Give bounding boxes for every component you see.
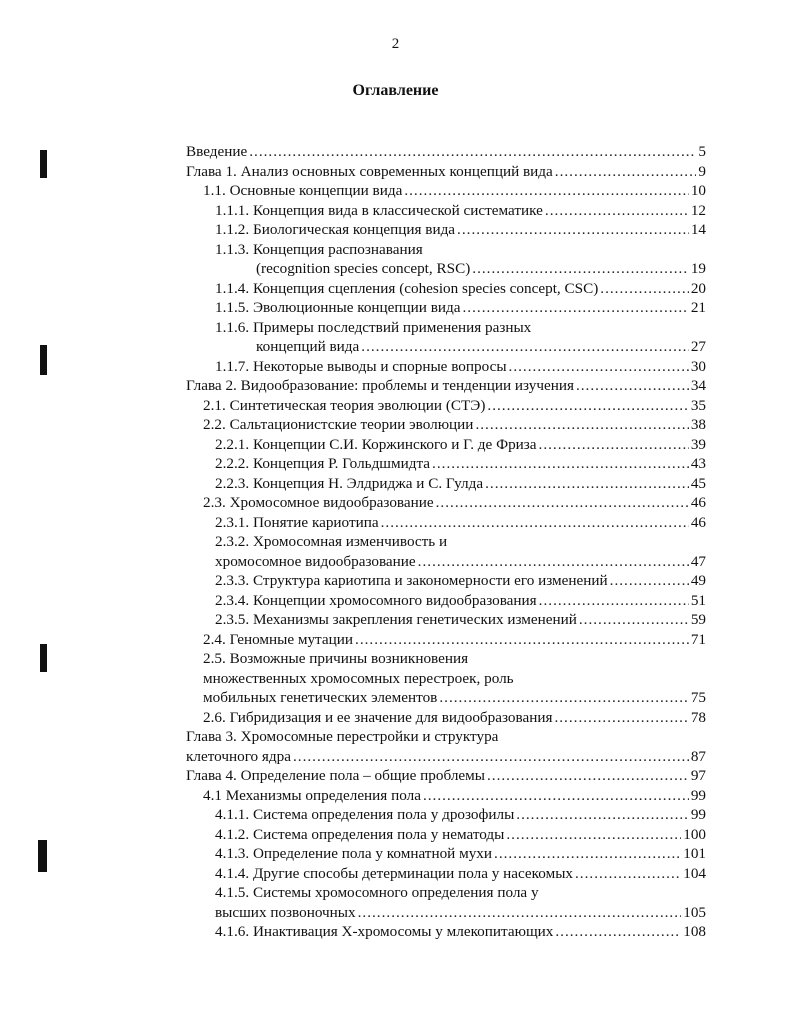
toc-leader-dots bbox=[509, 357, 689, 377]
toc-entry-page: 5 bbox=[698, 143, 706, 160]
toc-entry-title: хромосомное видообразование bbox=[215, 552, 416, 570]
toc-entry-page: 14 bbox=[690, 221, 706, 238]
toc-entry-title: 1.1.5. Эволюционные концепции вида bbox=[215, 299, 461, 316]
page-number: 2 bbox=[391, 36, 400, 52]
toc-entry-page: 39 bbox=[690, 435, 706, 453]
toc-entry[interactable] bbox=[186, 162, 706, 182]
binding-mark-2 bbox=[40, 345, 47, 375]
toc-entry-title: (recognition species concept, RSC) bbox=[256, 260, 471, 277]
toc-entry[interactable] bbox=[186, 532, 706, 552]
toc-entry[interactable] bbox=[186, 513, 706, 533]
toc-leader-dots bbox=[579, 610, 689, 630]
toc-leader-dots bbox=[432, 454, 689, 474]
toc-entry-title: 2.4. Геномные мутации bbox=[203, 630, 354, 648]
toc-entry-title: 2.3.3. Структура кариотипа и закономерности его изменений bbox=[215, 572, 608, 589]
toc-entry-title: 2.3.4. Концепции хромосомного видообразования bbox=[215, 591, 537, 609]
toc-entry[interactable] bbox=[186, 903, 706, 923]
toc-entry-page: 71 bbox=[690, 630, 706, 648]
toc-leader-dots bbox=[506, 825, 681, 845]
toc-entry-title: множественных хромосомных перестроек, роль bbox=[203, 669, 514, 687]
toc-entry-page: 30 bbox=[690, 357, 706, 375]
toc-leader-dots bbox=[472, 259, 689, 279]
toc-leader-dots bbox=[423, 786, 689, 806]
toc-leader-dots bbox=[610, 571, 689, 591]
toc-entry[interactable] bbox=[186, 337, 706, 357]
toc-entry[interactable] bbox=[186, 181, 706, 201]
toc-entry-title: 2.6. Гибридизация и ее значение для видообразования bbox=[203, 708, 553, 726]
toc-leader-dots bbox=[381, 513, 689, 533]
toc-entry[interactable] bbox=[186, 844, 706, 864]
toc-leader-dots bbox=[439, 688, 688, 708]
toc-entry[interactable] bbox=[186, 493, 706, 513]
toc-entry-page: 45 bbox=[690, 474, 706, 492]
toc-entry[interactable] bbox=[186, 454, 706, 474]
toc-leader-dots bbox=[475, 415, 688, 435]
toc-leader-dots bbox=[600, 279, 689, 299]
toc-leader-dots bbox=[554, 708, 688, 728]
toc-entry-page: 9 bbox=[698, 162, 706, 180]
toc-leader-dots bbox=[575, 864, 681, 884]
toc-entry-page: 100 bbox=[683, 825, 706, 843]
toc-entry[interactable] bbox=[186, 298, 706, 318]
toc-entry-title: 4.1 Механизмы определения пола bbox=[203, 786, 421, 804]
toc-entry-title: 4.1.4. Другие способы детерминации пола у насекомых bbox=[215, 864, 573, 882]
toc-entry-title: Глава 2. Видообразование: проблемы и тенденции изучения bbox=[186, 377, 574, 394]
toc-entry-title: 1.1.3. Концепция распознавания bbox=[215, 240, 423, 258]
toc-entry-page: 99 bbox=[690, 806, 706, 823]
toc-entry-title: 1.1.1. Концепция вида в классической систематике bbox=[215, 201, 543, 219]
toc-entry-title: 4.1.2. Система определения пола у нематоды bbox=[215, 825, 505, 843]
toc-entry-page: 34 bbox=[690, 377, 706, 394]
toc-entry[interactable] bbox=[186, 571, 706, 591]
toc-entry-page: 10 bbox=[690, 182, 706, 199]
toc-entry-title: 1.1. Основные концепции вида bbox=[203, 182, 403, 199]
toc-entry-title: мобильных генетических элементов bbox=[203, 689, 438, 706]
toc-entry[interactable] bbox=[186, 922, 706, 942]
toc-entry[interactable] bbox=[186, 318, 706, 338]
toc-entry-title: 2.3. Хромосомное видообразование bbox=[203, 494, 434, 511]
toc-entry[interactable] bbox=[186, 357, 706, 377]
toc-leader-dots bbox=[485, 474, 689, 494]
toc-leader-dots bbox=[355, 630, 689, 650]
toc-entry[interactable] bbox=[186, 688, 706, 708]
toc-entry-title: 2.2.1. Концепции С.И. Коржинского и Г. де Фриза bbox=[215, 435, 537, 453]
toc-entry-page: 75 bbox=[690, 689, 706, 706]
toc-entry-title: 2.2. Сальтационистские теории эволюции bbox=[203, 416, 474, 433]
toc-entry[interactable] bbox=[186, 727, 706, 747]
toc-entry-page: 99 bbox=[690, 786, 706, 804]
toc-entry-page: 47 bbox=[690, 552, 706, 570]
toc-leader-dots bbox=[249, 142, 696, 162]
toc-leader-dots bbox=[516, 805, 689, 825]
toc-leader-dots bbox=[358, 903, 682, 923]
toc-entry[interactable] bbox=[186, 240, 706, 260]
toc-entry-page: 108 bbox=[683, 923, 706, 940]
toc-entry-title: 1.1.4. Концепция сцепления (cohesion species concept, CSC) bbox=[215, 279, 599, 297]
binding-mark-4 bbox=[38, 840, 47, 872]
toc-entry-page: 35 bbox=[690, 396, 706, 414]
toc-entry[interactable] bbox=[186, 649, 706, 669]
toc-leader-dots bbox=[487, 766, 689, 786]
page-title: Оглавление bbox=[352, 82, 439, 99]
toc-entry-page: 20 bbox=[690, 279, 706, 297]
toc-entry-page: 46 bbox=[690, 494, 706, 511]
toc-entry[interactable] bbox=[186, 708, 706, 728]
toc-entry[interactable] bbox=[186, 805, 706, 825]
toc-entry[interactable] bbox=[186, 591, 706, 611]
toc-entry[interactable] bbox=[186, 766, 706, 786]
toc-entry[interactable] bbox=[186, 864, 706, 884]
toc-entry-page: 46 bbox=[690, 513, 706, 531]
table-of-contents bbox=[186, 142, 706, 942]
toc-leader-dots bbox=[436, 493, 689, 513]
toc-entry-page: 87 bbox=[690, 747, 706, 765]
toc-entry-page: 21 bbox=[690, 299, 706, 316]
toc-leader-dots bbox=[576, 376, 689, 396]
toc-leader-dots bbox=[404, 181, 688, 201]
toc-entry-title: 2.3.1. Понятие кариотипа bbox=[215, 513, 379, 531]
toc-leader-dots bbox=[539, 591, 689, 611]
toc-entry-title: 4.1.3. Определение пола у комнатной мухи bbox=[215, 845, 493, 862]
toc-entry[interactable] bbox=[186, 435, 706, 455]
toc-entry-page: 19 bbox=[690, 260, 706, 277]
toc-entry[interactable] bbox=[186, 259, 706, 279]
toc-entry[interactable] bbox=[186, 474, 706, 494]
toc-entry[interactable] bbox=[186, 883, 706, 903]
toc-entry-title: 1.1.7. Некоторые выводы и спорные вопросы bbox=[215, 357, 507, 375]
toc-leader-dots bbox=[555, 162, 697, 182]
toc-entry[interactable] bbox=[186, 142, 706, 162]
toc-entry-title: клеточного ядра bbox=[186, 747, 291, 765]
toc-entry[interactable] bbox=[186, 279, 706, 299]
toc-leader-dots bbox=[545, 201, 689, 221]
toc-entry[interactable] bbox=[186, 610, 706, 630]
toc-entry-page: 59 bbox=[690, 611, 706, 628]
toc-leader-dots bbox=[494, 844, 681, 864]
toc-entry-title: 2.1. Синтетическая теория эволюции (СТЭ) bbox=[203, 396, 486, 414]
toc-entry[interactable] bbox=[186, 415, 706, 435]
toc-entry-title: 1.1.2. Биологическая концепция вида bbox=[215, 221, 456, 238]
toc-entry-title: 4.1.1. Система определения пола у дрозофилы bbox=[215, 806, 515, 823]
toc-entry-title: 2.2.2. Концепция Р. Гольдшмидта bbox=[215, 455, 431, 472]
toc-entry-title: Глава 4. Определение пола – общие проблемы bbox=[186, 767, 485, 784]
toc-entry-title: Глава 3. Хромосомные перестройки и структура bbox=[186, 728, 499, 745]
toc-leader-dots bbox=[539, 435, 689, 455]
toc-entry-title: 1.1.6. Примеры последствий применения разных bbox=[215, 318, 532, 336]
binding-mark-3 bbox=[40, 644, 47, 672]
toc-leader-dots bbox=[555, 922, 681, 942]
toc-leader-dots bbox=[487, 396, 688, 416]
toc-entry-page: 43 bbox=[690, 455, 706, 472]
toc-entry-title: высших позвоночных bbox=[215, 903, 356, 921]
toc-leader-dots bbox=[418, 552, 689, 572]
toc-entry[interactable] bbox=[186, 747, 706, 767]
toc-entry-page: 97 bbox=[690, 767, 706, 784]
toc-entry[interactable] bbox=[186, 630, 706, 650]
toc-entry-page: 78 bbox=[690, 708, 706, 726]
toc-entry-page: 51 bbox=[690, 591, 706, 609]
toc-entry[interactable] bbox=[186, 220, 706, 240]
toc-entry-title: 4.1.5. Системы хромосомного определения пола у bbox=[215, 884, 539, 901]
toc-leader-dots bbox=[463, 298, 689, 318]
toc-entry-title: Введение bbox=[186, 143, 248, 160]
toc-entry-page: 101 bbox=[683, 845, 706, 862]
toc-leader-dots bbox=[457, 220, 689, 240]
toc-entry-page: 38 bbox=[690, 416, 706, 433]
toc-leader-dots bbox=[361, 337, 689, 357]
toc-entry[interactable] bbox=[186, 201, 706, 221]
toc-entry-page: 104 bbox=[683, 864, 706, 882]
toc-entry-title: 2.3.2. Хромосомная изменчивость и bbox=[215, 533, 448, 550]
toc-entry[interactable] bbox=[186, 396, 706, 416]
toc-entry-page: 105 bbox=[683, 903, 706, 921]
toc-entry[interactable] bbox=[186, 669, 706, 689]
toc-entry[interactable] bbox=[186, 552, 706, 572]
toc-entry-page: 27 bbox=[690, 338, 706, 355]
toc-entry[interactable] bbox=[186, 786, 706, 806]
toc-entry[interactable] bbox=[186, 825, 706, 845]
toc-entry-title: 2.2.3. Концепция Н. Элдриджа и С. Гулда bbox=[215, 474, 484, 492]
toc-entry-title: концепций вида bbox=[256, 338, 360, 355]
toc-leader-dots bbox=[293, 747, 689, 767]
toc-entry[interactable] bbox=[186, 376, 706, 396]
toc-entry-title: 2.5. Возможные причины возникновения bbox=[203, 650, 469, 667]
toc-entry-title: 4.1.6. Инактивация Х-хромосомы у млекопитающих bbox=[215, 923, 554, 940]
binding-mark-1 bbox=[40, 150, 47, 178]
toc-entry-page: 12 bbox=[690, 201, 706, 219]
toc-entry-title: Глава 1. Анализ основных современных концепций вида bbox=[186, 162, 553, 180]
toc-entry-page: 49 bbox=[690, 572, 706, 589]
toc-entry-title: 2.3.5. Механизмы закрепления генетических изменений bbox=[215, 611, 577, 628]
